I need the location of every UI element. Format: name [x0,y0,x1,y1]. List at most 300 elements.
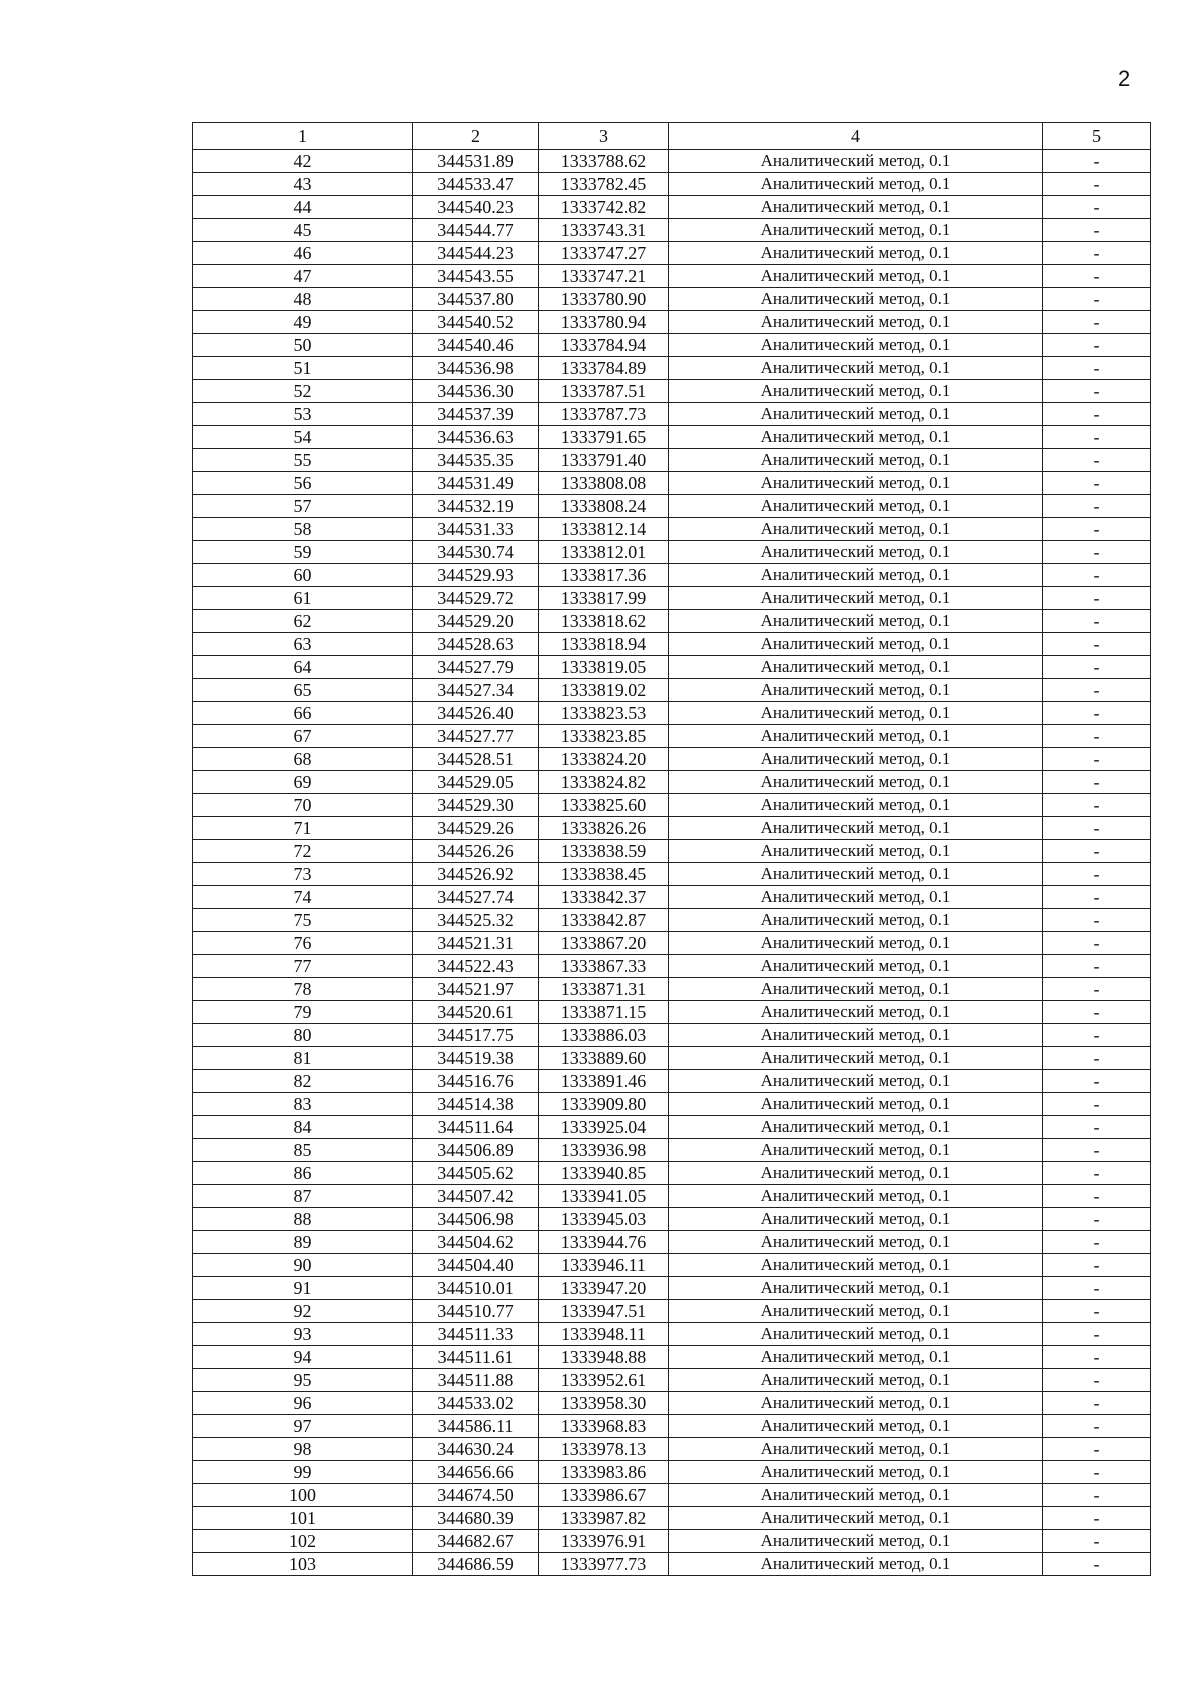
table-row [193,357,1151,380]
table-row [193,334,1151,357]
cell-point-number: 81 [193,1047,413,1070]
cell-point-number: 54 [193,426,413,449]
cell-y-coordinate: 1333977.73 [539,1553,669,1576]
cell-x-coordinate: 344530.74 [413,541,539,564]
cell-y-coordinate: 1333782.45 [539,173,669,196]
cell-method: Аналитический метод, 0.1 [669,1024,1043,1047]
cell-method: Аналитический метод, 0.1 [669,1392,1043,1415]
table-row [193,702,1151,725]
cell-y-coordinate: 1333940.85 [539,1162,669,1185]
cell-method: Аналитический метод, 0.1 [669,334,1043,357]
cell-y-coordinate: 1333948.88 [539,1346,669,1369]
cell-method: Аналитический метод, 0.1 [669,1047,1043,1070]
cell-point-number: 64 [193,656,413,679]
cell-x-coordinate: 344540.23 [413,196,539,219]
cell-x-coordinate: 344527.77 [413,725,539,748]
table-row [193,909,1151,932]
table-row [193,1553,1151,1576]
cell-description: - [1043,242,1151,265]
cell-method: Аналитический метод, 0.1 [669,978,1043,1001]
table-row [193,1438,1151,1461]
cell-method: Аналитический метод, 0.1 [669,1208,1043,1231]
cell-method: Аналитический метод, 0.1 [669,748,1043,771]
cell-description: - [1043,1001,1151,1024]
cell-point-number: 102 [193,1530,413,1553]
cell-description: - [1043,955,1151,978]
cell-y-coordinate: 1333946.11 [539,1254,669,1277]
cell-y-coordinate: 1333838.59 [539,840,669,863]
cell-method: Аналитический метод, 0.1 [669,817,1043,840]
cell-method: Аналитический метод, 0.1 [669,1323,1043,1346]
cell-method: Аналитический метод, 0.1 [669,702,1043,725]
cell-x-coordinate: 344511.64 [413,1116,539,1139]
cell-x-coordinate: 344506.98 [413,1208,539,1231]
cell-method: Аналитический метод, 0.1 [669,794,1043,817]
cell-point-number: 67 [193,725,413,748]
cell-description: - [1043,1254,1151,1277]
cell-description: - [1043,633,1151,656]
cell-x-coordinate: 344529.30 [413,794,539,817]
cell-point-number: 44 [193,196,413,219]
cell-point-number: 50 [193,334,413,357]
cell-y-coordinate: 1333812.14 [539,518,669,541]
table-row [193,150,1151,173]
header-x-coordinate: 2 [413,123,539,150]
cell-y-coordinate: 1333944.76 [539,1231,669,1254]
page-number: 2 [1118,66,1131,91]
cell-y-coordinate: 1333824.20 [539,748,669,771]
cell-x-coordinate: 344526.26 [413,840,539,863]
cell-description: - [1043,656,1151,679]
table-row [193,1346,1151,1369]
table-row [193,1139,1151,1162]
table-row [193,1323,1151,1346]
cell-point-number: 77 [193,955,413,978]
cell-y-coordinate: 1333976.91 [539,1530,669,1553]
cell-method: Аналитический метод, 0.1 [669,449,1043,472]
cell-y-coordinate: 1333968.83 [539,1415,669,1438]
cell-method: Аналитический метод, 0.1 [669,541,1043,564]
table-row [193,587,1151,610]
cell-method: Аналитический метод, 0.1 [669,518,1043,541]
table-row [193,679,1151,702]
cell-point-number: 82 [193,1070,413,1093]
cell-point-number: 49 [193,311,413,334]
cell-method: Аналитический метод, 0.1 [669,564,1043,587]
cell-description: - [1043,1530,1151,1553]
cell-method: Аналитический метод, 0.1 [669,380,1043,403]
table-row [193,840,1151,863]
cell-point-number: 58 [193,518,413,541]
cell-method: Аналитический метод, 0.1 [669,1277,1043,1300]
cell-x-coordinate: 344528.63 [413,633,539,656]
cell-x-coordinate: 344529.26 [413,817,539,840]
table-row [193,656,1151,679]
cell-method: Аналитический метод, 0.1 [669,840,1043,863]
cell-point-number: 103 [193,1553,413,1576]
cell-y-coordinate: 1333987.82 [539,1507,669,1530]
cell-method: Аналитический метод, 0.1 [669,1139,1043,1162]
cell-method: Аналитический метод, 0.1 [669,1484,1043,1507]
cell-point-number: 73 [193,863,413,886]
cell-x-coordinate: 344526.92 [413,863,539,886]
cell-method: Аналитический метод, 0.1 [669,150,1043,173]
table-row [193,817,1151,840]
cell-point-number: 74 [193,886,413,909]
cell-x-coordinate: 344529.20 [413,610,539,633]
cell-y-coordinate: 1333826.26 [539,817,669,840]
table-header-row [193,123,1151,150]
cell-description: - [1043,1116,1151,1139]
cell-description: - [1043,1553,1151,1576]
cell-y-coordinate: 1333936.98 [539,1139,669,1162]
cell-method: Аналитический метод, 0.1 [669,1461,1043,1484]
cell-x-coordinate: 344529.72 [413,587,539,610]
cell-y-coordinate: 1333812.01 [539,541,669,564]
cell-y-coordinate: 1333952.61 [539,1369,669,1392]
cell-method: Аналитический метод, 0.1 [669,610,1043,633]
cell-x-coordinate: 344517.75 [413,1024,539,1047]
cell-x-coordinate: 344543.55 [413,265,539,288]
table-row [193,748,1151,771]
cell-method: Аналитический метод, 0.1 [669,472,1043,495]
cell-description: - [1043,426,1151,449]
table-row [193,771,1151,794]
cell-point-number: 53 [193,403,413,426]
table-row [193,955,1151,978]
table-row [193,1461,1151,1484]
cell-point-number: 65 [193,679,413,702]
cell-point-number: 96 [193,1392,413,1415]
table-row [193,288,1151,311]
cell-x-coordinate: 344516.76 [413,1070,539,1093]
cell-description: - [1043,1300,1151,1323]
cell-method: Аналитический метод, 0.1 [669,1231,1043,1254]
cell-method: Аналитический метод, 0.1 [669,587,1043,610]
cell-point-number: 76 [193,932,413,955]
cell-x-coordinate: 344529.05 [413,771,539,794]
cell-x-coordinate: 344529.93 [413,564,539,587]
cell-description: - [1043,794,1151,817]
cell-point-number: 101 [193,1507,413,1530]
cell-point-number: 66 [193,702,413,725]
cell-description: - [1043,334,1151,357]
cell-point-number: 52 [193,380,413,403]
cell-x-coordinate: 344504.62 [413,1231,539,1254]
cell-method: Аналитический метод, 0.1 [669,633,1043,656]
cell-description: - [1043,610,1151,633]
cell-point-number: 60 [193,564,413,587]
cell-x-coordinate: 344519.38 [413,1047,539,1070]
cell-point-number: 72 [193,840,413,863]
cell-point-number: 85 [193,1139,413,1162]
cell-method: Аналитический метод, 0.1 [669,1530,1043,1553]
table-row [193,449,1151,472]
cell-point-number: 69 [193,771,413,794]
cell-x-coordinate: 344540.46 [413,334,539,357]
cell-description: - [1043,1369,1151,1392]
cell-x-coordinate: 344504.40 [413,1254,539,1277]
cell-point-number: 89 [193,1231,413,1254]
cell-description: - [1043,1438,1151,1461]
header-description: 5 [1043,123,1151,150]
cell-x-coordinate: 344510.77 [413,1300,539,1323]
table-row [193,403,1151,426]
cell-point-number: 75 [193,909,413,932]
cell-y-coordinate: 1333747.21 [539,265,669,288]
cell-x-coordinate: 344686.59 [413,1553,539,1576]
table-row [193,1254,1151,1277]
table-row [193,1070,1151,1093]
table-row [193,1208,1151,1231]
table-row [193,173,1151,196]
cell-y-coordinate: 1333842.87 [539,909,669,932]
cell-method: Аналитический метод, 0.1 [669,955,1043,978]
cell-x-coordinate: 344536.30 [413,380,539,403]
table-row [193,794,1151,817]
table-row [193,1484,1151,1507]
cell-x-coordinate: 344511.88 [413,1369,539,1392]
header-y-coordinate: 3 [539,123,669,150]
cell-description: - [1043,1323,1151,1346]
cell-y-coordinate: 1333871.31 [539,978,669,1001]
cell-description: - [1043,679,1151,702]
table-row [193,932,1151,955]
cell-y-coordinate: 1333867.20 [539,932,669,955]
cell-y-coordinate: 1333886.03 [539,1024,669,1047]
table-row [193,1277,1151,1300]
table-row [193,633,1151,656]
cell-description: - [1043,311,1151,334]
cell-description: - [1043,150,1151,173]
cell-point-number: 91 [193,1277,413,1300]
cell-y-coordinate: 1333838.45 [539,863,669,886]
cell-x-coordinate: 344630.24 [413,1438,539,1461]
table-row [193,242,1151,265]
cell-description: - [1043,886,1151,909]
cell-y-coordinate: 1333891.46 [539,1070,669,1093]
cell-method: Аналитический метод, 0.1 [669,656,1043,679]
cell-point-number: 84 [193,1116,413,1139]
cell-x-coordinate: 344537.80 [413,288,539,311]
cell-description: - [1043,564,1151,587]
table-row [193,1162,1151,1185]
cell-method: Аналитический метод, 0.1 [669,1553,1043,1576]
cell-point-number: 59 [193,541,413,564]
cell-y-coordinate: 1333817.36 [539,564,669,587]
table-row [193,886,1151,909]
cell-point-number: 93 [193,1323,413,1346]
cell-y-coordinate: 1333818.94 [539,633,669,656]
table-row [193,495,1151,518]
cell-method: Аналитический метод, 0.1 [669,265,1043,288]
cell-y-coordinate: 1333788.62 [539,150,669,173]
cell-description: - [1043,288,1151,311]
cell-point-number: 87 [193,1185,413,1208]
cell-method: Аналитический метод, 0.1 [669,196,1043,219]
cell-point-number: 90 [193,1254,413,1277]
cell-y-coordinate: 1333925.04 [539,1116,669,1139]
table-row [193,541,1151,564]
cell-y-coordinate: 1333958.30 [539,1392,669,1415]
cell-description: - [1043,265,1151,288]
cell-x-coordinate: 344521.97 [413,978,539,1001]
cell-point-number: 86 [193,1162,413,1185]
cell-point-number: 88 [193,1208,413,1231]
cell-description: - [1043,1231,1151,1254]
cell-y-coordinate: 1333791.65 [539,426,669,449]
cell-point-number: 46 [193,242,413,265]
cell-point-number: 61 [193,587,413,610]
table-row [193,196,1151,219]
cell-x-coordinate: 344505.62 [413,1162,539,1185]
cell-method: Аналитический метод, 0.1 [669,1116,1043,1139]
cell-y-coordinate: 1333945.03 [539,1208,669,1231]
cell-description: - [1043,1461,1151,1484]
cell-method: Аналитический метод, 0.1 [669,1438,1043,1461]
cell-x-coordinate: 344507.42 [413,1185,539,1208]
cell-point-number: 43 [193,173,413,196]
cell-y-coordinate: 1333947.20 [539,1277,669,1300]
cell-y-coordinate: 1333780.90 [539,288,669,311]
cell-description: - [1043,725,1151,748]
cell-method: Аналитический метод, 0.1 [669,771,1043,794]
cell-description: - [1043,403,1151,426]
cell-x-coordinate: 344527.34 [413,679,539,702]
cell-description: - [1043,840,1151,863]
cell-point-number: 47 [193,265,413,288]
cell-method: Аналитический метод, 0.1 [669,725,1043,748]
cell-description: - [1043,932,1151,955]
cell-y-coordinate: 1333743.31 [539,219,669,242]
cell-y-coordinate: 1333867.33 [539,955,669,978]
cell-y-coordinate: 1333983.86 [539,1461,669,1484]
cell-y-coordinate: 1333941.05 [539,1185,669,1208]
cell-method: Аналитический метод, 0.1 [669,1093,1043,1116]
cell-point-number: 83 [193,1093,413,1116]
cell-method: Аналитический метод, 0.1 [669,173,1043,196]
cell-y-coordinate: 1333747.27 [539,242,669,265]
cell-y-coordinate: 1333818.62 [539,610,669,633]
cell-description: - [1043,863,1151,886]
cell-x-coordinate: 344535.35 [413,449,539,472]
cell-y-coordinate: 1333824.82 [539,771,669,794]
cell-y-coordinate: 1333823.85 [539,725,669,748]
cell-method: Аналитический метод, 0.1 [669,679,1043,702]
cell-description: - [1043,817,1151,840]
table-row [193,1507,1151,1530]
cell-description: - [1043,1392,1151,1415]
cell-point-number: 55 [193,449,413,472]
cell-x-coordinate: 344522.43 [413,955,539,978]
cell-y-coordinate: 1333787.51 [539,380,669,403]
cell-x-coordinate: 344533.02 [413,1392,539,1415]
cell-point-number: 63 [193,633,413,656]
header-method: 4 [669,123,1043,150]
table-body [193,150,1151,1576]
cell-description: - [1043,173,1151,196]
cell-description: - [1043,1484,1151,1507]
cell-description: - [1043,380,1151,403]
cell-x-coordinate: 344536.63 [413,426,539,449]
cell-x-coordinate: 344536.98 [413,357,539,380]
table-row [193,725,1151,748]
cell-x-coordinate: 344520.61 [413,1001,539,1024]
table-row [193,1415,1151,1438]
cell-description: - [1043,1093,1151,1116]
cell-x-coordinate: 344525.32 [413,909,539,932]
cell-x-coordinate: 344526.40 [413,702,539,725]
cell-x-coordinate: 344528.51 [413,748,539,771]
cell-y-coordinate: 1333948.11 [539,1323,669,1346]
table-row [193,1093,1151,1116]
cell-point-number: 94 [193,1346,413,1369]
cell-x-coordinate: 344533.47 [413,173,539,196]
cell-y-coordinate: 1333842.37 [539,886,669,909]
cell-y-coordinate: 1333909.80 [539,1093,669,1116]
cell-method: Аналитический метод, 0.1 [669,357,1043,380]
cell-y-coordinate: 1333808.08 [539,472,669,495]
cell-y-coordinate: 1333742.82 [539,196,669,219]
cell-x-coordinate: 344531.89 [413,150,539,173]
cell-x-coordinate: 344527.74 [413,886,539,909]
table-row [193,1116,1151,1139]
table-row [193,610,1151,633]
cell-description: - [1043,1415,1151,1438]
cell-method: Аналитический метод, 0.1 [669,1415,1043,1438]
cell-y-coordinate: 1333787.73 [539,403,669,426]
cell-description: - [1043,495,1151,518]
cell-method: Аналитический метод, 0.1 [669,1185,1043,1208]
table-row [193,1392,1151,1415]
cell-y-coordinate: 1333784.94 [539,334,669,357]
table-row [193,1369,1151,1392]
cell-description: - [1043,357,1151,380]
cell-x-coordinate: 344527.79 [413,656,539,679]
cell-description: - [1043,1024,1151,1047]
cell-point-number: 92 [193,1300,413,1323]
cell-method: Аналитический метод, 0.1 [669,288,1043,311]
cell-point-number: 68 [193,748,413,771]
cell-description: - [1043,1277,1151,1300]
cell-x-coordinate: 344521.31 [413,932,539,955]
cell-point-number: 71 [193,817,413,840]
cell-description: - [1043,219,1151,242]
cell-y-coordinate: 1333889.60 [539,1047,669,1070]
cell-y-coordinate: 1333791.40 [539,449,669,472]
cell-description: - [1043,748,1151,771]
cell-x-coordinate: 344682.67 [413,1530,539,1553]
cell-y-coordinate: 1333780.94 [539,311,669,334]
table-row [193,426,1151,449]
cell-point-number: 78 [193,978,413,1001]
cell-point-number: 95 [193,1369,413,1392]
cell-x-coordinate: 344544.77 [413,219,539,242]
cell-point-number: 80 [193,1024,413,1047]
table-row [193,1231,1151,1254]
cell-method: Аналитический метод, 0.1 [669,1070,1043,1093]
cell-y-coordinate: 1333819.05 [539,656,669,679]
cell-description: - [1043,1162,1151,1185]
table-row [193,978,1151,1001]
cell-description: - [1043,909,1151,932]
cell-method: Аналитический метод, 0.1 [669,932,1043,955]
table-row [193,1300,1151,1323]
cell-method: Аналитический метод, 0.1 [669,426,1043,449]
cell-point-number: 99 [193,1461,413,1484]
coordinates-table [192,122,1151,1576]
table-row [193,1047,1151,1070]
